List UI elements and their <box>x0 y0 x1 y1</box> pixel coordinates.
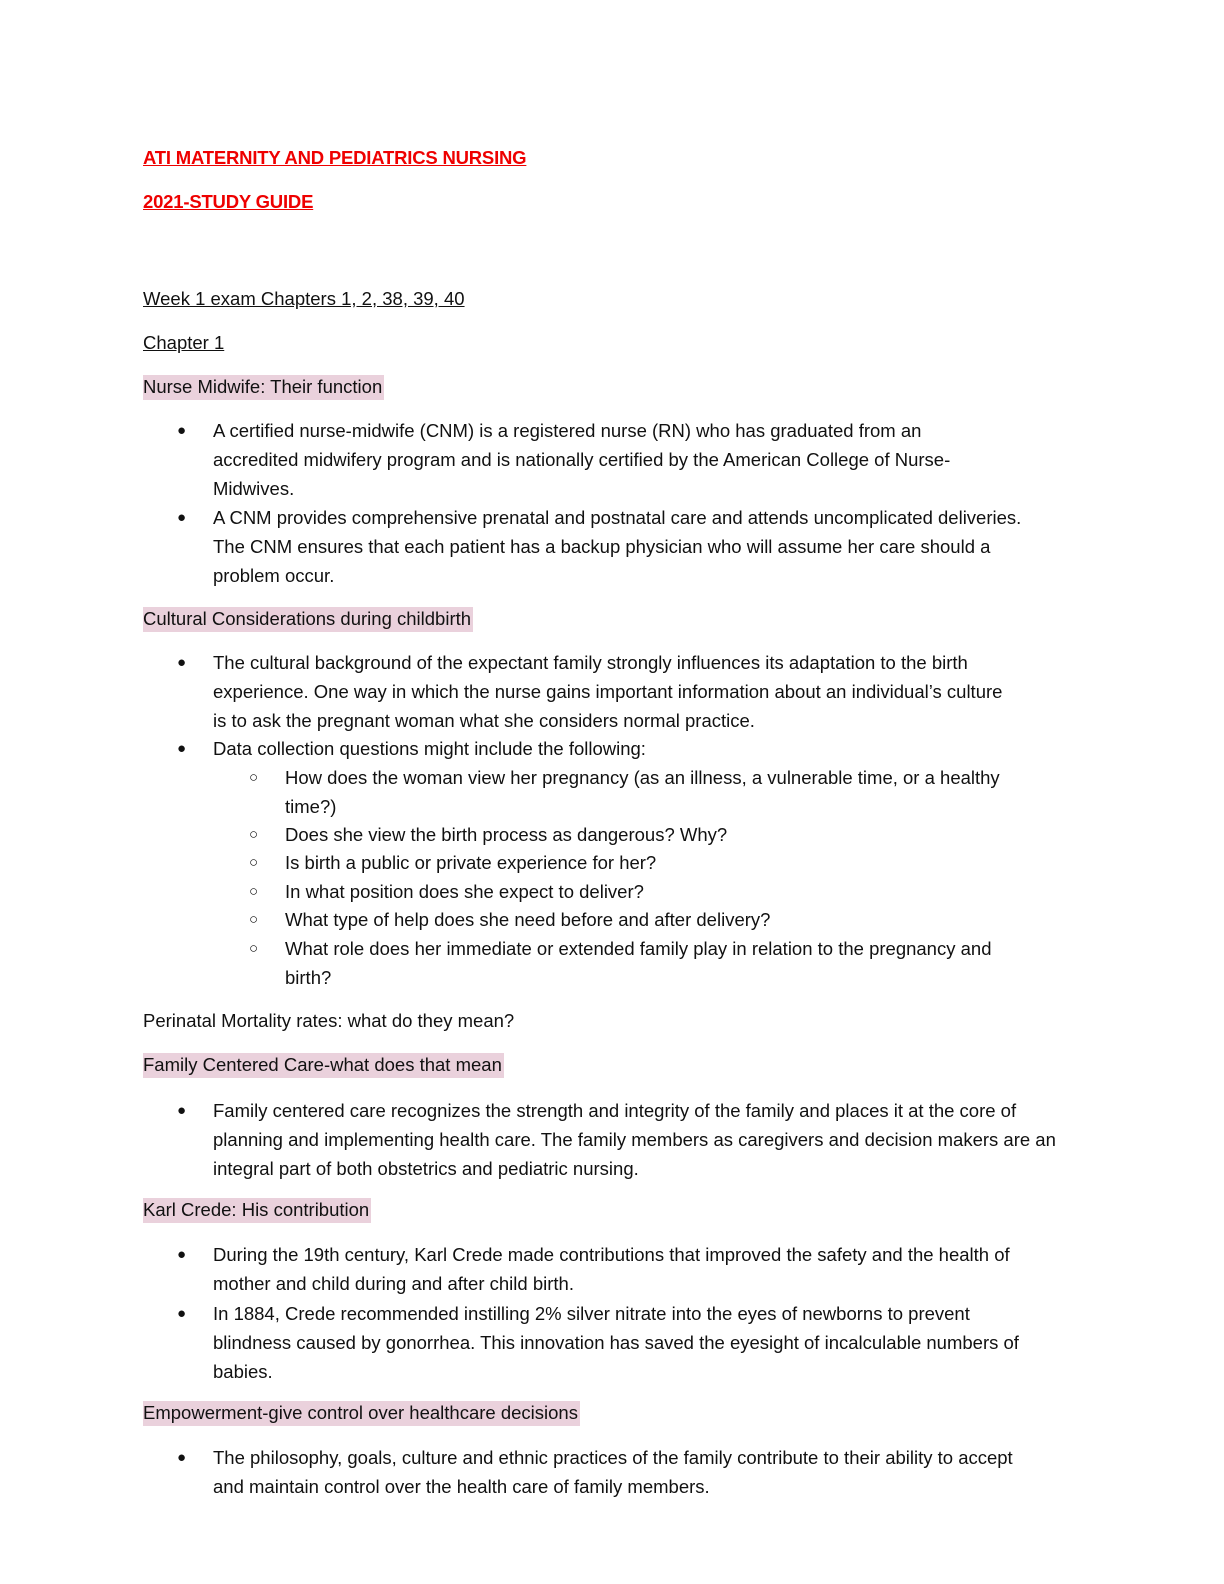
list-item: A certified nurse-midwife (CNM) is a registered nurse (RN) who has graduated from an accredited midwifery program and is nationally certified by the American College of Nurse-Midwives. <box>213 420 951 499</box>
list-item: The philosophy, goals, culture and ethnic practices of the family contribute to their ability to accept and maintain control over the health care of family members. <box>213 1447 1013 1497</box>
sub-bullet-icon: ○ <box>249 769 259 786</box>
sub-bullet-icon: ○ <box>249 826 259 843</box>
sub-bullet-icon: ○ <box>249 883 259 900</box>
bullet-icon: ● <box>177 1102 187 1119</box>
bullet-icon: ● <box>177 740 187 757</box>
section-heading: Family Centered Care-what does that mean <box>143 1054 504 1076</box>
sub-list-item: How does the woman view her pregnancy (as an illness, a vulnerable time, or a healthy time?) <box>285 767 1000 817</box>
sub-bullet-icon: ○ <box>249 854 259 871</box>
bullet-icon: ● <box>177 1449 187 1466</box>
sub-list-item: In what position does she expect to deliver? <box>285 881 644 902</box>
bullet-icon: ● <box>177 509 187 526</box>
list-item: The cultural background of the expectant family strongly influences its adaptation to the birth experience. One way in which the nurse gains important information about an individual’s culture is to ask the pregnant woman what she considers normal practice. <box>213 652 1003 731</box>
section-heading: Empowerment-give control over healthcare decisions <box>143 1402 580 1424</box>
section-heading: Karl Crede: His contribution <box>143 1199 371 1221</box>
sub-list-item: Is birth a public or private experience for her? <box>285 852 657 873</box>
bullet-icon: ● <box>177 1246 187 1263</box>
list-item: A CNM provides comprehensive prenatal and postnatal care and attends uncomplicated deliveries. The CNM ensures that each patient has a backup physician who will assume her care should a problem occur. <box>213 507 1022 586</box>
week-heading: Week 1 exam Chapters 1, 2, 38, 39, 40 <box>143 288 465 309</box>
bullet-icon: ● <box>177 1305 187 1322</box>
sub-bullet-icon: ○ <box>249 911 259 928</box>
chapter-heading: Chapter 1 <box>143 332 225 353</box>
section-heading: Perinatal Mortality rates: what do they mean? <box>143 1010 515 1031</box>
bullet-icon: ● <box>177 422 187 439</box>
sub-bullet-icon: ○ <box>249 940 259 957</box>
section-heading: Nurse Midwife: Their function <box>143 376 384 398</box>
list-item: Data collection questions might include the following: <box>213 738 646 759</box>
bullet-icon: ● <box>177 654 187 671</box>
document-title: ATI MATERNITY AND PEDIATRICS NURSING <box>143 147 527 168</box>
list-item: In 1884, Crede recommended instilling 2% silver nitrate into the eyes of newborns to prevent blindness caused by gonorrhea. This innovation has saved the eyesight of incalculable numbers of babies. <box>213 1303 1019 1382</box>
list-item: Family centered care recognizes the strength and integrity of the family and places it at the core of planning and implementing health care. The family members as caregivers and decision makers are an integral part of both obstetrics and pediatric nursing. <box>213 1100 1056 1179</box>
sub-list-item: Does she view the birth process as dangerous? Why? <box>285 824 728 845</box>
sub-list-item: What type of help does she need before and after delivery? <box>285 909 771 930</box>
list-item: During the 19th century, Karl Crede made contributions that improved the safety and the health of mother and child during and after child birth. <box>213 1244 1010 1294</box>
document-subtitle: 2021-STUDY GUIDE <box>143 191 314 212</box>
section-heading: Cultural Considerations during childbirth <box>143 608 473 630</box>
sub-list-item: What role does her immediate or extended family play in relation to the pregnancy and birth? <box>285 938 992 988</box>
